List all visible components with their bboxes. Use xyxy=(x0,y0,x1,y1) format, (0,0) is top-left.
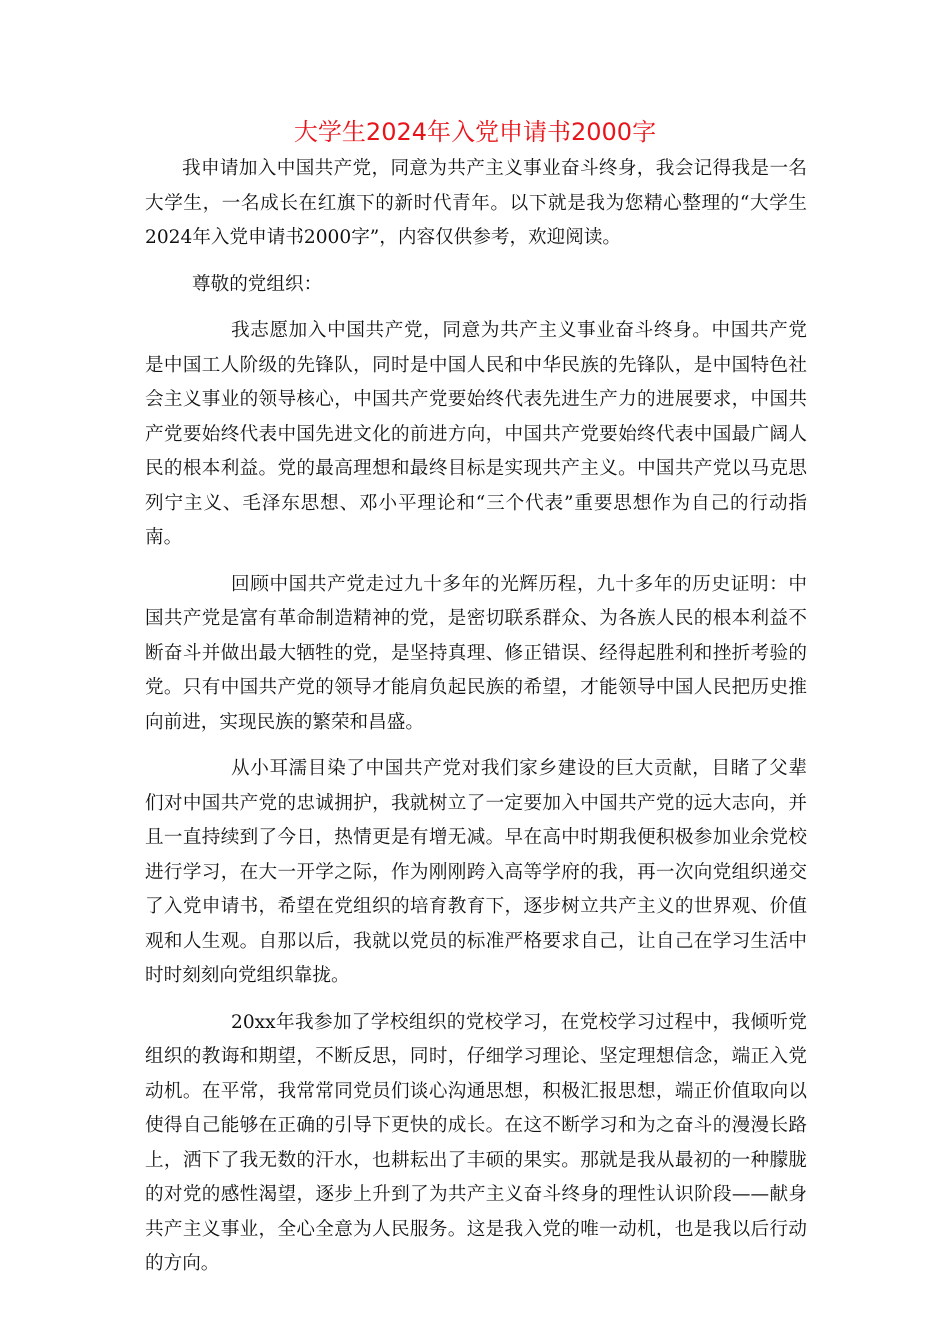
document-body xyxy=(145,152,807,1294)
body-paragraph-2: 回顾中国共产党走过九十多年的光辉历程，九十多年的历史证明：中国共产党是富有革命制造精神的党，是密切联系群众、为各族人民的根本利益不断奋斗并做出最大牺牲的党，是坚持真理、修正错误、经得起胜利和挫折考验的党。只有中国共产党的领导才能肩负起民族的希望，才能领导中国人民把历史推向前进，实现民族的繁荣和昌盛。 xyxy=(145,573,807,733)
body-paragraph-3: 从小耳濡目染了中国共产党对我们家乡建设的巨大贡献，目睹了父辈们对中国共产党的忠诚拥护，我就树立了一定要加入中国共产党的远大志向，并且一直持续到了今日，热情更是有增无减。早在高中时期我便积极参加业余党校进行学习，在大一开学之际，作为刚刚跨入高等学府的我，再一次向党组织递交了入党申请书，希望在党组织的培育教育下，逐步树立共产主义的世界观、价值观和人生观。自那以后，我就以党员的标准严格要求自己，让自己在学习生活中时时刻刻向党组织靠拢。 xyxy=(145,758,807,986)
document-title: 大学生2024年入党申请书2000字 xyxy=(293,118,657,146)
salutation: 尊敬的党组织： xyxy=(192,273,323,295)
body-paragraph-4: 20xx年我参加了学校组织的党校学习，在党校学习过程中，我倾听党组织的教诲和期望，不断反思，同时，仔细学习理论、坚定理想信念，端正入党动机。在平常，我常常同党员们谈心沟通思想，积极汇报思想，端正价值取向以使得自己能够在正确的引导下更快的成长。在这不断学习和为之奋斗的漫漫长路上，洒下了我无数的汗水，也耕耘出了丰硕的果实。那就是我从最初的一种朦胧的对党的感性渴望，逐步上升到了为共产主义奋斗终身的理性认识阶段——献身共产主义事业，全心全意为人民服务。这是我入党的唯一动机，也是我以后行动的方向。 xyxy=(145,1011,807,1274)
intro-paragraph: 我申请加入中国共产党，同意为共产主义事业奋斗终身，我会记得我是一名大学生，一名成长在红旗下的新时代青年。以下就是我为您精心整理的“大学生2024年入党申请书2000字”，内容仅供参考，欢迎阅读。 xyxy=(145,158,807,248)
body-paragraph-1: 我志愿加入中国共产党，同意为共产主义事业奋斗终身。中国共产党是中国工人阶级的先锋队，同时是中国人民和中华民族的先锋队，是中国特色社会主义事业的领导核心，中国共产党要始终代表先进生产力的进展要求，中国共产党要始终代表中国先进文化的前进方向，中国共产党要始终代表中国最广阔人民的根本利益。党的最高理想和最终目标是实现共产主义。中国共产党以马克思列宁主义、毛泽东思想、邓小平理论和“三个代表”重要思想作为自己的行动指南。 xyxy=(145,320,807,548)
